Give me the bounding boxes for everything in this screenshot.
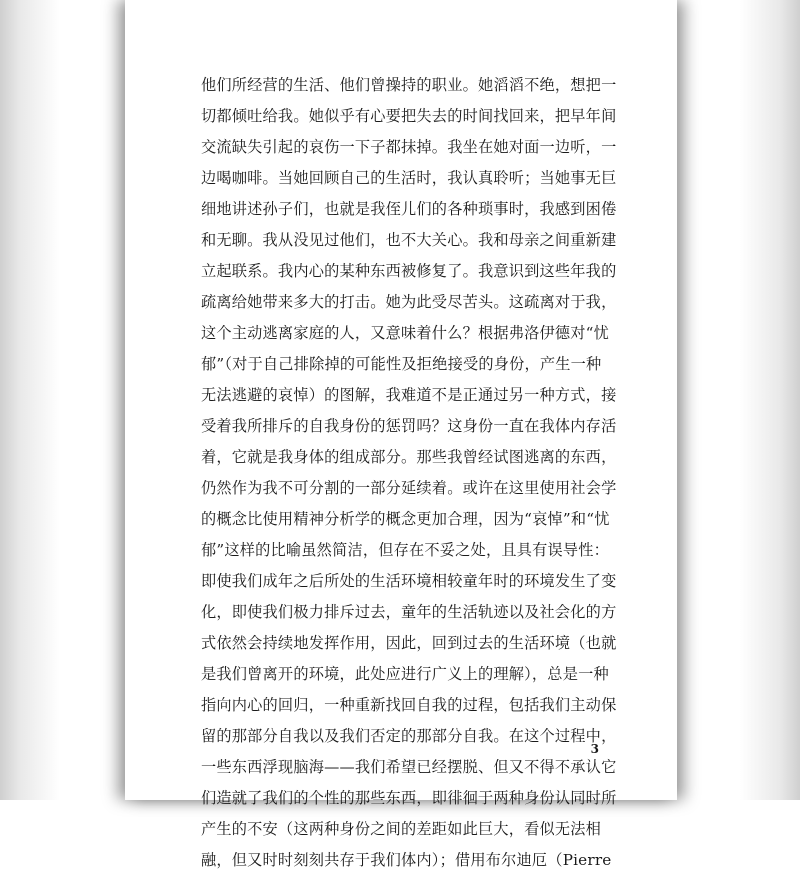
text-line: 产生的不安（这两种身份之间的差距如此巨大，看似无法相 <box>201 820 602 838</box>
body-text <box>201 70 617 876</box>
text-line: 仍然作为我不可分割的一部分延续着。或许在这里使用社会学 <box>201 479 617 497</box>
text-line: 留的那部分自我以及我们否定的那部分自我。在这个过程中， <box>201 727 617 745</box>
text-line: 郁”（对于自己排除掉的可能性及拒绝接受的身份，产生一种 <box>201 355 602 373</box>
text-line: 立起联系。我内心的某种东西被修复了。我意识到这些年我的 <box>201 262 617 280</box>
page-number: 3 <box>590 742 599 756</box>
text-line: 和无聊。我从没见过他们，也不大关心。我和母亲之间重新建 <box>201 231 617 249</box>
text-line: 指向内心的回归，一种重新找回自我的过程，包括我们主动保 <box>201 696 617 714</box>
text-line: 边喝咖啡。当她回顾自己的生活时，我认真聆听；当她事无巨 <box>201 169 617 187</box>
text-line: 即使我们成年之后所处的生活环境相较童年时的环境发生了变 <box>201 572 617 590</box>
text-line: 是我们曾离开的环境，此处应进行广义上的理解），总是一种 <box>201 665 609 683</box>
book-page <box>125 0 677 869</box>
text-line: 化，即使我们极力排斥过去，童年的生活轨迹以及社会化的方 <box>201 603 617 621</box>
text-line: 细地讲述孙子们，也就是我侄儿们的各种琐事时，我感到困倦 <box>201 200 617 218</box>
text-line: 一些东西浮现脑海——我们希望已经摆脱、但又不得不承认它 <box>201 758 617 776</box>
text-line: 郁”这样的比喻虽然简洁，但存在不妥之处，且具有误导性： <box>201 541 610 559</box>
text-line: 式依然会持续地发挥作用，因此，回到过去的生活环境（也就 <box>201 634 617 652</box>
text-line: 交流缺失引起的哀伤一下子都抹掉。我坐在她对面一边听，一 <box>201 138 617 156</box>
text-line: 疏离给她带来多大的打击。她为此受尽苦头。这疏离对于我， <box>201 293 617 311</box>
text-line: 的概念比使用精神分析学的概念更加合理，因为“哀悼”和“忧 <box>201 510 610 528</box>
text-line: 这个主动逃离家庭的人，又意味着什么？根据弗洛伊德对“忧 <box>201 324 610 342</box>
text-line: 切都倾吐给我。她似乎有心要把失去的时间找回来，把早年间 <box>201 107 617 125</box>
text-line: 融，但又时时刻刻共存于我们体内）；借用布尔迪厄（Pierre <box>201 851 612 869</box>
text-line: 着，它就是我身体的组成部分。那些我曾经试图逃离的东西， <box>201 448 617 466</box>
text-line: 无法逃避的哀悼）的图解，我难道不是正通过另一种方式，接 <box>201 386 617 404</box>
text-line: 们造就了我们的个性的那些东西，即徘徊于两种身份认同时所 <box>201 789 617 807</box>
text-line: 他们所经营的生活、他们曾操持的职业。她滔滔不绝，想把一 <box>201 76 617 94</box>
text-line: 受着我所排斥的自我身份的惩罚吗？这身份一直在我体内存活 <box>201 417 617 435</box>
